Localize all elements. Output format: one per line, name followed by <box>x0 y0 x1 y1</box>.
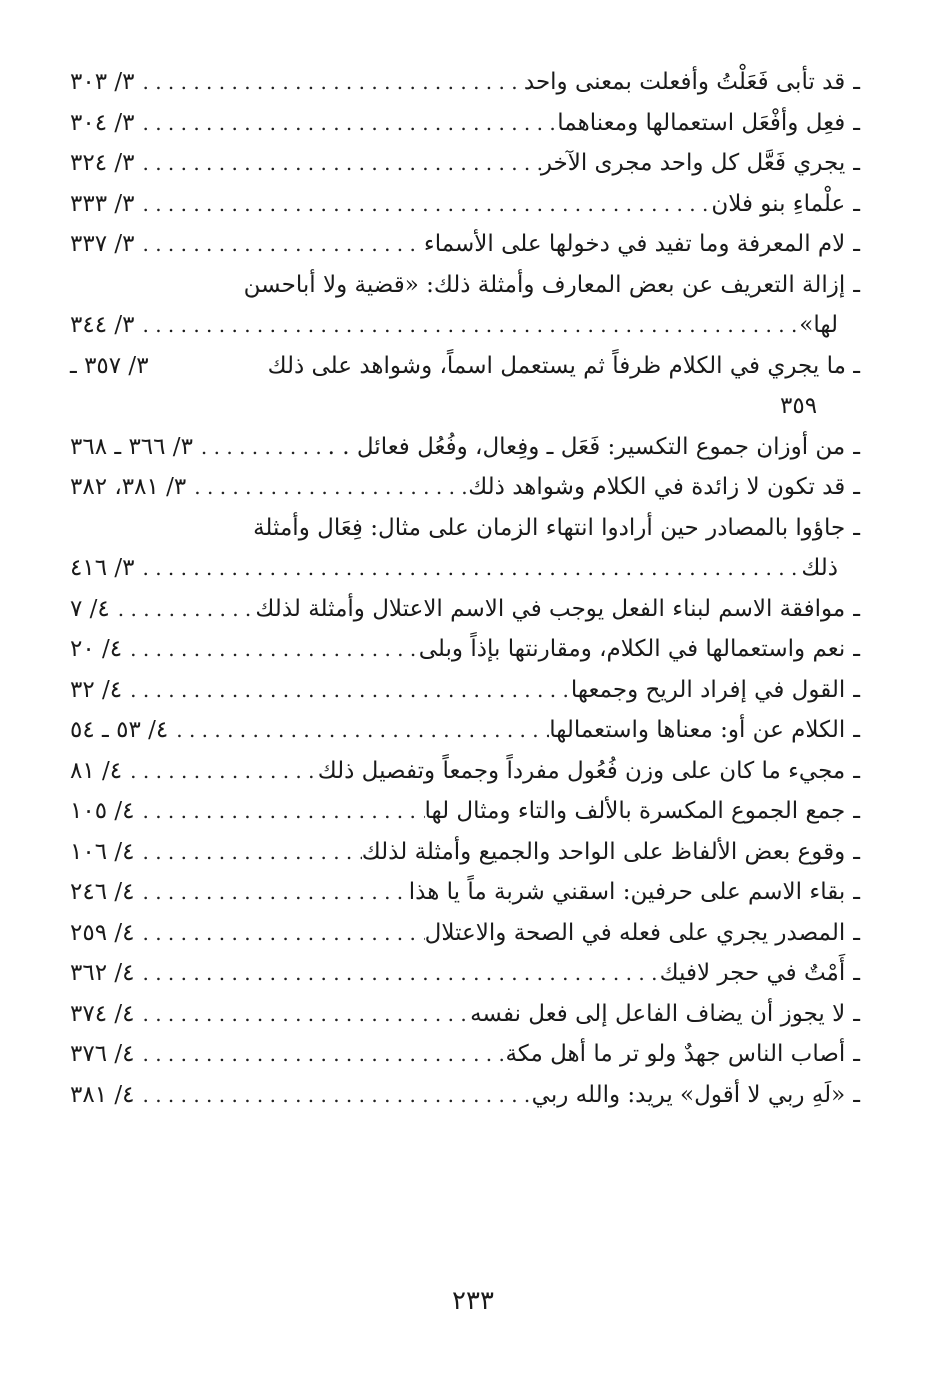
entry-reference: ٤/ ٥٣ ـ ٥٤ <box>70 717 169 743</box>
entry-topic: ما يجري في الكلام ظرفاً ثم يستعمل اسماً، وشواهد على ذلك <box>267 352 846 379</box>
entry-reference: ٤/ ٣٢ <box>70 676 123 703</box>
entry-dash: ـ <box>853 514 860 541</box>
entry-topic: قد تكون لا زائدة في الكلام وشواهد ذلك <box>468 474 846 500</box>
entry-dash: ـ <box>853 798 860 824</box>
entry-reference: ٣/ ٣٦٦ ـ ٣٦٨ <box>70 433 193 460</box>
entry-dash: ـ <box>853 717 860 743</box>
entry-reference: ٤/ ٣٧٦ <box>70 1041 135 1067</box>
entry-topic: لام المعرفة وما تفيد في دخولها على الأسماء <box>423 231 846 257</box>
entry-topic: أصاب الناس جهدٌ ولو تر ما أهل مكة <box>505 1041 846 1067</box>
entry-topic: لا يجوز أن يضاف الفاعل إلى فعل نفسه <box>470 1000 846 1027</box>
page-number: ٢٣٣ <box>452 1286 494 1316</box>
entry-topic: «لَهِ ربي لا أقول» يريد: والله ربي <box>531 1081 846 1108</box>
leader-dots <box>134 548 801 589</box>
entry-topic: جمع الجموع المكسرة بالألف والتاء ومثال لها <box>424 798 846 824</box>
entry-reference: ٣/ ٣٠٣ <box>70 69 135 95</box>
entry-dash: ـ <box>853 960 860 986</box>
index-entry <box>70 589 860 630</box>
leader-dots <box>186 467 468 508</box>
index-entry-wrapped-ref <box>70 346 860 427</box>
leader-dots <box>134 1034 505 1075</box>
leader-dots <box>134 103 557 144</box>
entry-dash: ـ <box>853 1000 860 1027</box>
leader-dots <box>193 427 328 468</box>
entry-dash: ـ <box>853 69 860 95</box>
entry-reference: ٤/ ٣٨١ <box>70 1081 135 1108</box>
index-entry <box>70 791 860 832</box>
entry-dash: ـ <box>853 1041 860 1067</box>
leader-dots <box>134 953 659 994</box>
entry-reference: ٤/ ٣٧٤ <box>70 1000 135 1027</box>
entry-dash: ـ <box>853 919 860 946</box>
entry-dash: ـ <box>853 636 860 662</box>
index-entry-multiline <box>70 508 860 589</box>
index-entry <box>70 467 860 508</box>
entry-topic: إزالة التعريف عن بعض المعارف وأمثلة ذلك: «قضية ولا أباحسن <box>243 271 846 298</box>
leader-dots <box>134 305 799 346</box>
entry-topic: القول في إفراد الريح وجمعها <box>570 676 846 703</box>
entry-reference: ٣/ ٣٢٤ <box>70 150 135 176</box>
entry-dash: ـ <box>853 879 860 905</box>
entry-reference: ٤/ ٢٠ <box>70 636 123 662</box>
entry-topic: وقوع بعض الألفاظ على الواحد والجميع وأمثلة لذلك <box>361 838 846 865</box>
index-entry <box>70 143 860 184</box>
index-entry <box>70 751 860 792</box>
entry-topic: نعم واستعمالها في الكلام، ومقارنتها بإذاً وبلى <box>418 636 846 662</box>
leader-dots <box>134 994 470 1035</box>
entry-dash: ـ <box>853 1081 860 1108</box>
leader-dots <box>134 1075 531 1116</box>
entry-reference: ٣/ ٤١٦ <box>70 555 135 581</box>
index-entry <box>70 629 860 670</box>
entry-reference: ٤/ ١٠٥ <box>70 798 135 824</box>
leader-dots <box>134 913 424 954</box>
index-entry <box>70 62 860 103</box>
entry-topic: من أوزان جموع التكسير: فَعَل ـ وفِعال، وفُعُل فعائل . . <box>327 433 846 460</box>
index-entry <box>70 994 860 1035</box>
entry-dash: ـ <box>853 271 860 298</box>
index-entry <box>70 1075 860 1116</box>
leader-dots <box>122 629 419 670</box>
entry-topic: جاؤوا بالمصادر حين أرادوا انتهاء الزمان على مثال: فِعَال وأمثلة <box>253 514 846 541</box>
index-entry <box>70 427 860 468</box>
entry-reference: ٤/ ٢٥٩ <box>70 919 135 946</box>
leader-dots <box>134 184 711 225</box>
index-entry <box>70 103 860 144</box>
entry-dash: ـ <box>853 474 860 500</box>
entry-dash: ـ <box>853 838 860 865</box>
entry-dash: ـ <box>853 150 860 176</box>
entry-reference: ٣/ ٣٠٤ <box>70 109 135 136</box>
entry-dash: ـ <box>853 433 860 460</box>
index-entry <box>70 184 860 225</box>
index-entry <box>70 953 860 994</box>
entry-topic: يجري فَعَّل كل واحد مجرى الآخر <box>540 150 846 176</box>
entry-reference-continued: ٣٥٩ <box>780 393 818 419</box>
entry-reference: ٣/ ٣٣٧ <box>70 231 135 257</box>
entry-reference: ٣/ ٣٨١، ٣٨٢ <box>70 474 187 500</box>
entry-topic: المصدر يجري على فعله في الصحة والاعتلال <box>424 919 846 946</box>
index-entry <box>70 710 860 751</box>
entry-topic-continued: لها» <box>799 312 838 338</box>
entry-topic: موافقة الاسم لبناء الفعل يوجب في الاسم الاعتلال وأمثلة لذلك <box>255 595 846 622</box>
entry-reference: ٣/ ٣٥٧ ـ <box>70 352 149 379</box>
entry-topic: مجيء ما كان على وزن فُعُول مفرداً وجمعاً وتفصيل ذلك <box>317 757 846 784</box>
leader-dots <box>134 791 424 832</box>
entry-dash: ـ <box>853 757 860 784</box>
index-entry <box>70 1034 860 1075</box>
entry-topic: علْماءِ بنو فلان <box>711 190 846 217</box>
index-list <box>70 62 860 1115</box>
entry-dash: ـ <box>853 595 860 622</box>
leader-dots <box>122 751 318 792</box>
leader-dots <box>110 589 256 630</box>
entry-dash: ـ <box>853 190 860 217</box>
index-entry <box>70 913 860 954</box>
entry-reference: ٣/ ٣٣٣ <box>70 190 135 217</box>
index-entry-multiline <box>70 265 860 346</box>
index-entry <box>70 670 860 711</box>
entry-topic: بقاء الاسم على حرفين: اسقني شربة ماً يا هذا <box>408 879 846 905</box>
entry-topic: قد تأبى فَعَلْتُ وأفعلت بمعنى واحد <box>523 69 846 95</box>
leader-dots <box>168 710 549 751</box>
leader-dots <box>134 872 408 913</box>
entry-topic-continued: ذلك <box>801 555 838 581</box>
entry-reference: ٤/ ٧ <box>70 595 110 622</box>
entry-topic: أَمْتٌ في حجر لافيك <box>659 960 846 986</box>
index-entry <box>70 832 860 873</box>
index-entry <box>70 224 860 265</box>
entry-reference: ٣/ ٣٤٤ <box>70 312 135 338</box>
entry-reference: ٤/ ١٠٦ <box>70 838 135 865</box>
entry-dash: ـ <box>853 109 860 136</box>
entry-dash: ـ <box>853 231 860 257</box>
leader-dots <box>134 224 423 265</box>
leader-dots <box>134 62 523 103</box>
entry-dash: ـ <box>853 352 860 379</box>
entry-topic: فعِل وأفْعَل استعمالها ومعناهما <box>557 109 846 136</box>
index-entry <box>70 872 860 913</box>
entry-reference: ٤/ ٨١ <box>70 757 123 784</box>
entry-reference: ٤/ ٣٦٢ <box>70 960 135 986</box>
entry-reference: ٤/ ٢٤٦ <box>70 879 135 905</box>
entry-topic: الكلام عن أو: معناها واستعمالها <box>549 717 846 743</box>
leader-dots <box>134 832 361 873</box>
leader-dots <box>122 670 571 711</box>
entry-dash: ـ <box>853 676 860 703</box>
leader-dots <box>134 143 540 184</box>
